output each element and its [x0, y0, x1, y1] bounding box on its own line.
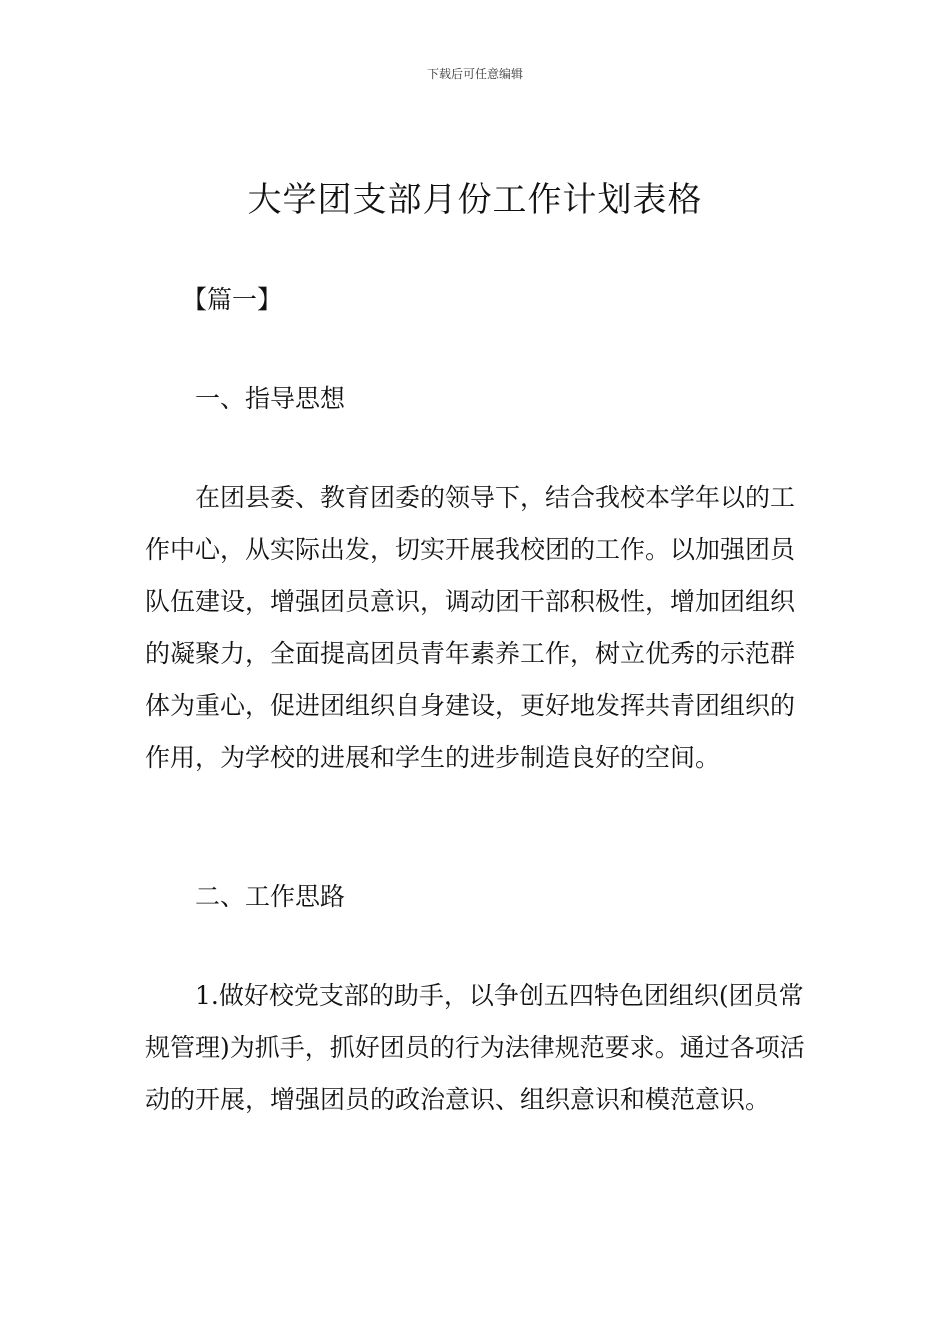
section-heading-guiding-thought: 一、指导思想 [195, 384, 346, 413]
section-marker: 【篇一】 [182, 285, 283, 314]
paragraph-guiding-thought: 在团县委、教育团委的领导下，结合我校本学年以的工作中心，从实际出发，切实开展我校团的工作。以加强团员队伍建设，增强团员意识，调动团干部积极性，增加团组织的凝聚力，全面提高团员青年素养工作，树立优秀的示范群体为重心，促进团组织自身建设，更好地发挥共青团组织的作用，为学校的进展和学生的进步制造良好的空间。 [145, 483, 796, 772]
paragraph-work-approach-item-1: 1.做好校党支部的助手，以争创五四特色团组织(团员常规管理)为抓手，抓好团员的行为法律规范要求。通过各项活动的开展，增强团员的政治意识、组织意识和模范意识。 [145, 981, 805, 1114]
section-heading-work-approach: 二、工作思路 [195, 882, 346, 911]
page-header-note: 下载后可任意编辑 [426, 67, 523, 81]
document-title: 大学团支部月份工作计划表格 [247, 180, 703, 220]
